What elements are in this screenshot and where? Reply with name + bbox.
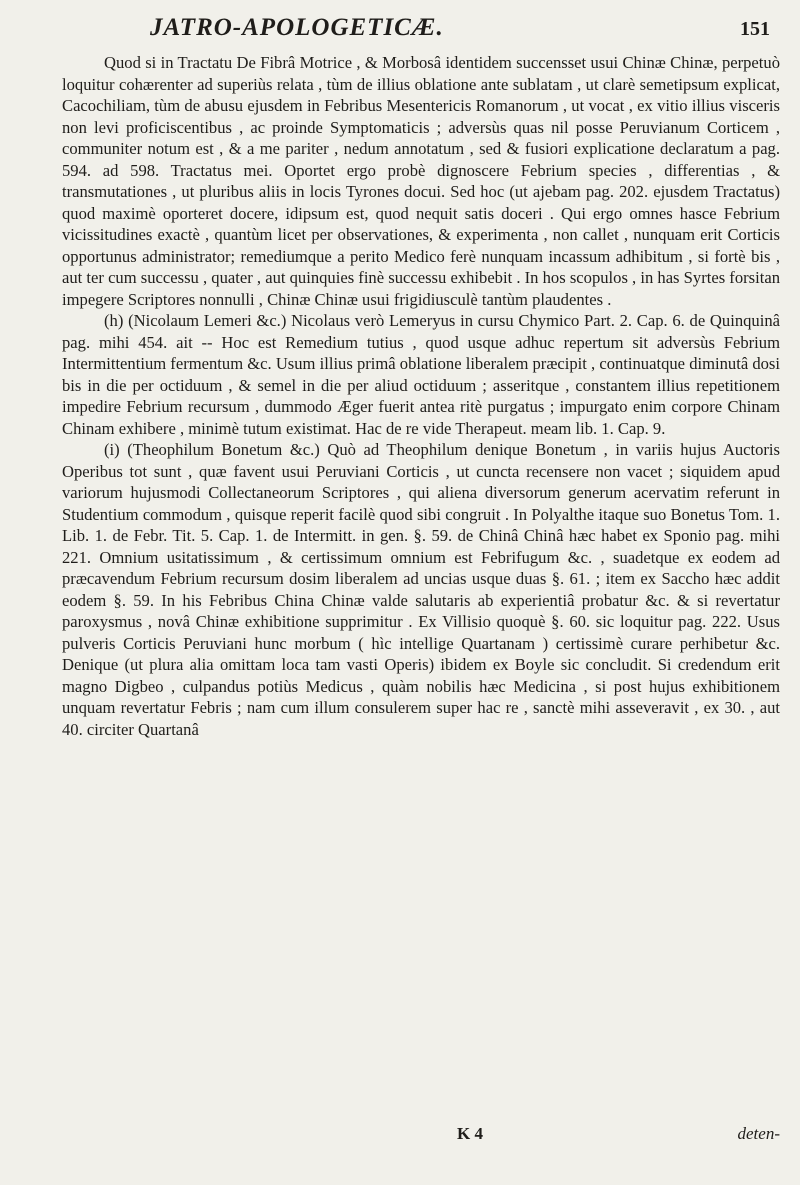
page-number: 151 <box>740 18 770 40</box>
body-text <box>62 52 780 740</box>
running-head-title: JATRO-APOLOGETICÆ. <box>150 14 444 41</box>
paragraph-note-i: (i) (Theophilum Bonetum &c.) Quò ad Theophilum denique Bonetum , in variis hujus Auctoris Operibus tot sunt , quæ favent usui Peruviani Corticis , ut cuncta recensere non vacet ; siquidem apud variorum hujusmodi Collectaneorum Scriptores , qui aliena diversorum generum acervatim referunt in Studentium commodum , quisque reperit facilè quod sibi congruit . In Polyalthe itaque suo Bonetus Tom. 1. Lib. 1. de Febr. Tit. 5. Cap. 1. de Intermitt. in gen. §. 59. de Chinâ Chinâ hæc habet ex Sponio pag. mihi 221. Omnium usitatissimum , & certissimum omnium est Febrifugum &c. , suadetque ex eodem ad præcavendum Febrium recursum dosim liberalem ad uncias usque duas §. 61. ; item ex Saccho hæc addit eodem §. 59. In his Febribus China Chinæ valde salutaris ab experientiâ probatur &c. & si revertatur paroxysmus , novâ Chinæ exhibitione supprimitur . Ex Villisio quoquè §. 60. sic loquitur pag. 222. Usus pulveris Corticis Peruviani hunc morbum ( hìc intellige Quartanam ) certissimè curare perhibetur &c. Denique (ut plura alia omittam loca tam vasti Operis) ibidem ex Boyle sic concludit. Si credendum erit magno Digbeo , culpandus potiùs Medicus , quàm nobilis hæc Medicina , si post hujus exhibitionem unquam revertatur Febris ; nam cum illum consulerem super hac re , sanctè mihi asseveravit , ex 30. , aut 40. circiter Quartanâ <box>62 440 780 739</box>
paragraph-note-h: (h) (Nicolaum Lemeri &c.) Nicolaus verò Lemeryus in cursu Chymico Part. 2. Cap. 6. de Quinquinâ pag. mihi 454. ait -- Hoc est Remedium tutius , quod usque adhuc repertum sit adversùs Febrium Intermittentium fermentum &c. Usum illius primâ oblatione liberalem præcipit , continuatque diminutâ dosi bis in die per octiduum , & semel in die per aliud octiduum ; asseritque , constantem illius repetitionem impedire Febrium recursum , dummodo Æger fuerit antea ritè purgatus ; impurgato enim corpore Chinam Chinam exhibere , minimè tutum existimat. Hac de re vide Therapeut. meam lib. 1. Cap. 9. <box>62 311 780 438</box>
running-head <box>150 14 770 42</box>
catchword: deten- <box>737 1124 780 1143</box>
signature-mark: K 4 <box>457 1124 483 1143</box>
paragraph-quod-si: Quod si in Tractatu De Fibrâ Motrice , & Morbosâ identidem succensset usui Chinæ Chinæ, perpetuò loquitur cohærenter ad superiùs relata , tùm de illius oblatione ante sublatam , ut clarè semetipsum explicat, Cacochiliam, tùm de abusu ejusdem in Febribus Mesentericis Romanorum , ut vocat , ex vitio illius visceris non levi proficiscentibus , ac proinde Symptomaticis ; adversùs quas nil posse Peruvianum Corticem , communiter notum est , & a me pariter , nedum annotatum , sed & fusiori explicatione declaratum a pag. 594. ad 598. Tractatus mei. Oportet ergo probè dignoscere Febrium species , differentias , & transmutationes , ut pluribus aliis in locis Tyrones docui. Sed hoc (ut ajebam pag. 202. ejusdem Tractatus) quod maximè oporteret docere, idipsum est, quod nequit satis doceri . Qui ergo omnes hasce Febrium vicissitudines exactè , quantùm licet per observationes, & experimenta , non callet , nunquam erit Corticis opportunus administrator; remediumque a perito Medico ferè nunquam incassum adhibitum , si fortè bis , aut ter cum successu , quater , aut quinquies finè successu exhibebit . In hos scopulos , in has Syrtes forsitan impegere Scriptores nonnulli , Chinæ Chinæ usui frigidiusculè tantùm plaudentes . <box>62 53 780 309</box>
